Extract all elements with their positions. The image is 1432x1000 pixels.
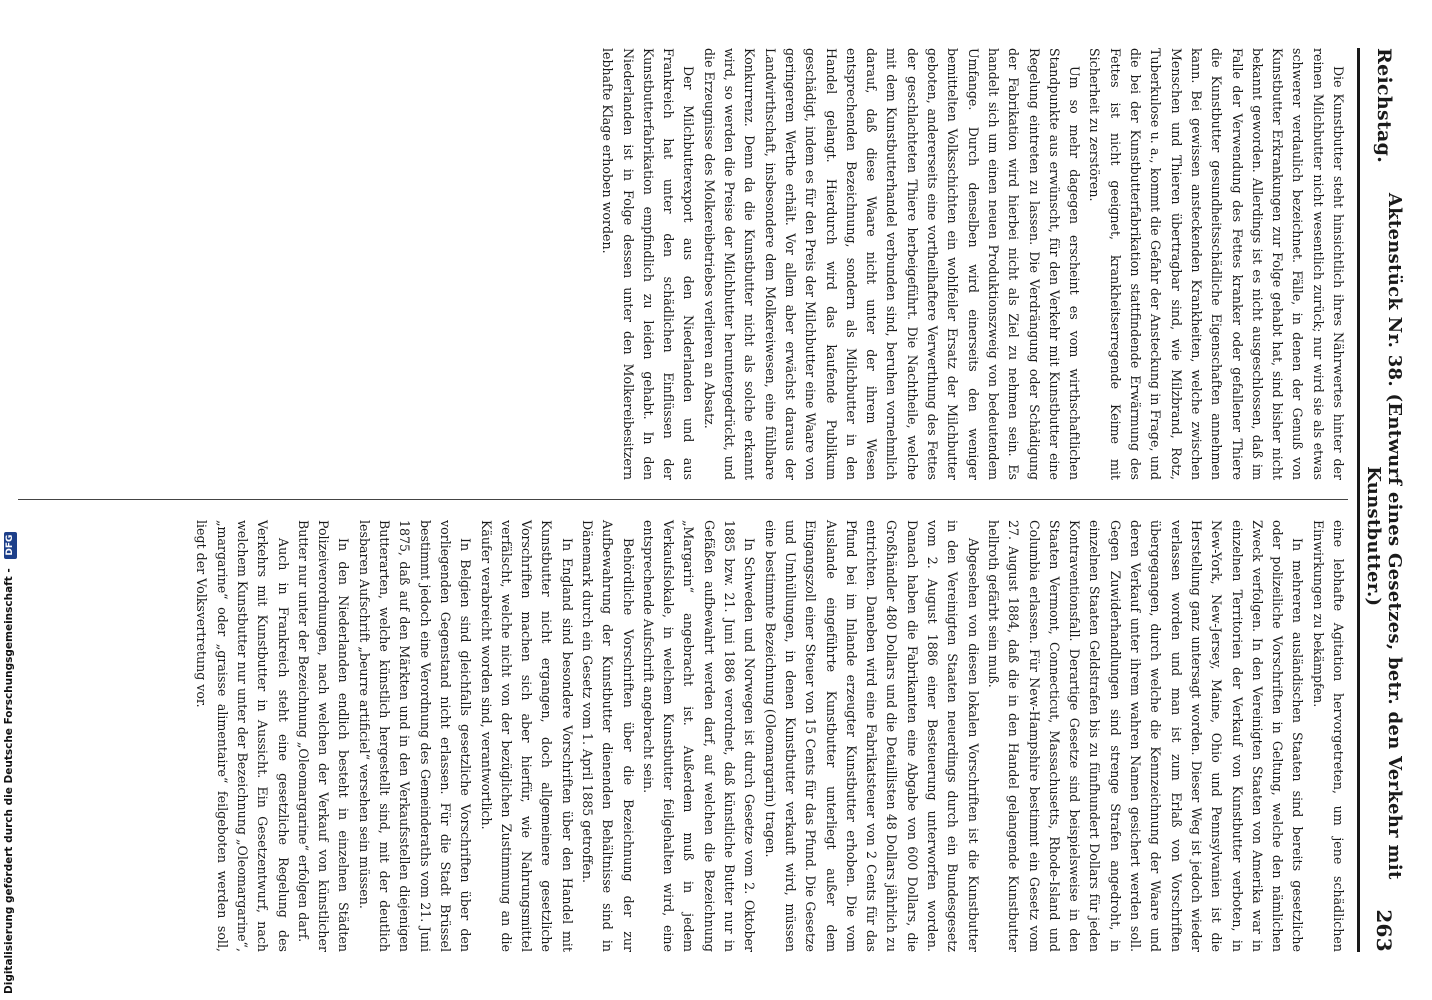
digitization-credit xyxy=(0,0,18,1000)
paragraph: In England sind besondere Vorschriften über den Handel mit Kunstbutter nicht ergangen, doch allgemeinere gesetzliche Vorschriften machen sich aber hierfür, wie Nahrungsmittel verfälscht, welche nicht von der bezüglichen Zustimmung an die Käufer verabreicht worden sind, verantwortlich. xyxy=(478,520,575,952)
header-document-title: Aktenstück Nr. 38. (Entwurf eines Gesetzes, betr. den Verkehr mit Kunstbutter.) xyxy=(1363,192,1405,880)
paragraph: In Belgien sind gleichfalls gesetzliche Vorschriften über den vorliegenden Gegenstand nicht erlassen. Für die Stadt Brüssel bestimmt jedoch eine Verordnung des Gemeinderaths vom 21. Juni 1875, daß auf den Märkten und in den Verkaufsstellen diejenigen Butterarten, welche künstlich hergestellt sind, mit der deutlich lesbaren Aufschrift „beurre artificiel“ versehen sein müssen. xyxy=(356,520,474,952)
paragraph: Behördliche Vorschriften über die Bezeichnung der zur Aufbewahrung der Kunstbutter dienenden Behältnisse sind in Dänemark durch ein Gesetz vom 1. April 1885 getroffen. xyxy=(580,520,636,952)
paragraph: In den Niederlanden endlich besteht in einzelnen Städten Polizeiverordnungen, nach welchen der Verkauf von künstlicher Butter nur unter der Bezeichnung „Oleomargarine“ erfolgen darf. xyxy=(295,520,352,952)
paragraph: Um so mehr dagegen erscheint es vom wirthschaftlichen Standpunkte aus erwünscht, für den Verkehr mit Kunstbutter eine Regelung eintreten zu lassen. Die Verdrängung oder Schädigung der Fabrikation wird hierbei nicht als Ziel zu nehmen sein. Es handelt sich um einen neuen Produktionszweig von bedeutendem Umfange. Durch denselben wird einerseits den weniger bemittelten Volksschichten ein wohlfeiler Ersatz der Milchbutter geboten, andererseits eine vortheilhaftere Verwerthung des Fettes der geschlachteten Thiere herbeigeführt. Die Nachtheile, welche mit dem Kunstbutterhandel verbunden sind, beruhen vornehmlich darauf, daß diese Waare nicht unter der ihrem Wesen entsprechenden Bezeichnung, sondern als Milchbutter in den Handel gelangt. Hierdurch wird das kaufende Publikum geschädigt, indem es für den Preis der Milchbutter eine Waare von geringerem Werthe erhält. Vor allem aber erwächst daraus der Landwirthschaft, insbesondere dem Molkereiwesen, eine fühlbare Konkurrenz. Denn da die Kunstbutter nicht als solche erkannt wird, so werden die Preise der Milchbutter heruntergedrückt, und die Erzeugnisse des Molkereibetriebes verlieren an Absatz. xyxy=(701,48,1083,480)
paragraph: In mehreren ausländischen Staaten sind bereits gesetzliche oder polizeiliche Vorschriften in Geltung, welche den nämlichen Zweck verfolgen. In den Vereinigten Staaten von Amerika war in einzelnen Territorien der Verkauf von Kunstbutter verboten, in New-York, New-Jersey, Maine, Ohio und Pennsylvanien ist die Herstellung ganz untersagt worden. Dieser Weg ist jedoch wieder verlassen worden und man ist zum Erlaß von Vorschriften übergegangen, durch welche die Kennzeichnung der Waare und deren Verkauf unter ihrem wahren Namen gesichert werden soll. Gegen Zuwiderhandlungen sind strenge Strafen angedroht, in einzelnen Staaten Geldstrafen bis zu fünfhundert Dollars für jeden Kontraventionsfall. Derartige Gesetze sind beispielsweise in den Staaten Vermont, Connecticut, Massachusetts, Rhode-Island und Columbia erlassen. Für New-Hampshire bestimmt ein Gesetz vom 27. August 1884, daß die in den Handel gelangende Kunstbutter hellroth gefärbt sein muß. xyxy=(985,520,1306,952)
paragraph: Abgesehen von diesen lokalen Vorschriften ist die Kunstbutter in den Vereinigten Staaten neuerdings durch ein Bundesgesetz vom 2. August 1886 einer Besteuerung unterworfen worden. Danach haben die Fabrikanten eine Abgabe von 600 Dollars, die Großhändler 480 Dollars und die Detaillisten 48 Dollars jährlich zu entrichten. Daneben wird eine Fabrikatsteuer von 2 Cents für das Pfund bei im Inlande erzeugter Kunstbutter erhoben. Die vom Auslande eingeführte Kunstbutter unterliegt außer dem Eingangszoll einer Steuer von 15 Cents für das Pfund. Die Gesetze und Umhüllungen, in denen Kunstbutter verkauft wird, müssen eine bestimmte Bezeichnung (Oleomargarin) tragen. xyxy=(762,520,981,952)
right-column xyxy=(191,520,1348,952)
paragraph: eine lebhafte Agitation hervorgetreten, um jene schädlichen Einwirkungen zu bekämpfen. xyxy=(1310,520,1346,952)
header-section-title: Reichstag. xyxy=(1373,48,1395,164)
paragraph: Der Milchbutterexport aus den Niederlanden und aus Frankreich hat unter den schädlichen Einflüssen der Kunstbutterfabrikation empfindlich zu leiden gehabt. In den Niederlanden ist in Folge dessen unter den Molkereibesitzern lebhafte Klage erhoben worden. xyxy=(600,48,697,480)
column-divider xyxy=(18,499,1348,500)
page-number: 263 xyxy=(1372,909,1396,952)
header-rule xyxy=(1357,48,1360,952)
page-header xyxy=(1364,48,1404,952)
paragraph: Auch in Frankreich steht eine gesetzliche Regelung des Verkehrs mit Kunstbutter in Aussicht. Ein Gesetzentwurf, nach welchem Kunstbutter nur unter der Bezeichnung „Oleomargarine“, „margarine“ oder „graisse alimentaire“ feilgeboten werden soll, liegt der Volksvertretung vor. xyxy=(194,520,291,952)
paragraph: In Schweden und Norwegen ist durch Gesetze vom 2. Oktober 1885 bzw. 21. Juni 1886 verordnet, daß künstliche Butter nur in Gefäßen aufbewahrt werden darf, auf welchen die Bezeichnung „Margarin“ angebracht ist. Außerdem muß in jedem Verkaufslokale, in welchem Kunstbutter feilgehalten wird, eine entsprechende Aufschrift angebracht sein. xyxy=(640,520,758,952)
credit-text: Digitalisierung gefördert durch die Deutsche Forschungsgemeinschaft - xyxy=(3,568,15,994)
left-column xyxy=(597,48,1348,480)
dfg-logo: DFG xyxy=(4,532,17,559)
paragraph: Die Kunstbutter steht hinsichtlich ihres Nährwertes hinter der reinen Milchbutter nicht wesentlich zurück; nur wird sie als etwas schwerer verdaulich bezeichnet. Fälle, in denen der Genuß von Kunstbutter Erkrankungen zur Folge gehabt hat, sind bisher nicht bekannt geworden. Allerdings ist es nicht ausgeschlossen, daß im Falle der Verwendung des Fettes kranker oder gefallener Thiere die Kunstbutter gesundheitsschädliche Eigenschaften annehmen kann. Bei gewissen ansteckenden Krankheiten, welche zwischen Menschen und Thieren übertragbar sind, wie Milzbrand, Rotz, Tuberkulose u. a., kommt die Gefahr der Ansteckung in Frage, und die bei der Kunstbutterfabrikation stattfindende Erwärmung des Fettes ist nicht geeignet, krankheitserregende Keime mit Sicherheit zu zerstören. xyxy=(1087,48,1346,480)
